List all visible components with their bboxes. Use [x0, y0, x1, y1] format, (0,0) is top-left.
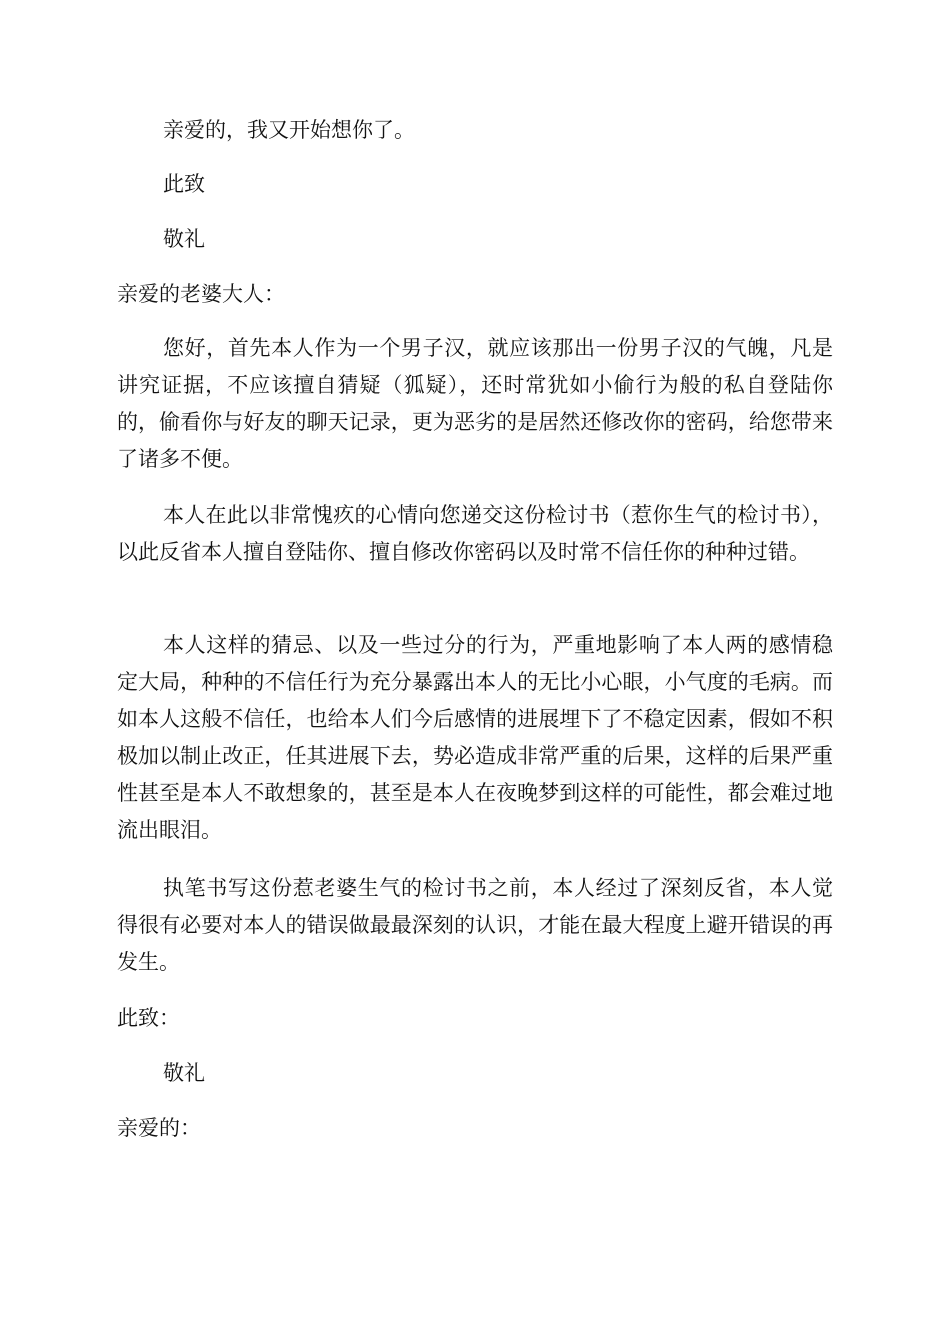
salutation: 敬礼	[163, 1061, 205, 1085]
body-paragraph: 本人在此以非常愧疚的心情向您递交这份检讨书（惹你生气的检讨书），以此反省本人擅自登陆你、擅自修改你密码以及时常不信任你的种种过错。	[117, 503, 833, 564]
closing-phrase: 此致	[163, 172, 205, 196]
salutation: 敬礼	[163, 227, 205, 251]
letter-greeting: 亲爱的：	[117, 1116, 201, 1140]
body-paragraph: 执笔书写这份惹老婆生气的检讨书之前，本人经过了深刻反省，本人觉得很有必要对本人的错误做最最深刻的认识，才能在最大程度上避开错误的再发生。	[117, 876, 833, 974]
closing-phrase: 此致：	[117, 1006, 180, 1030]
opening-line: 亲爱的，我又开始想你了。	[163, 118, 415, 142]
letter-greeting: 亲爱的老婆大人：	[117, 282, 285, 306]
body-paragraph: 本人这样的猜忌、以及一些过分的行为，严重地影响了本人两的感情稳定大局，种种的不信任行为充分暴露出本人的无比小心眼，小气度的毛病。而如本人这般不信任，也给本人们今后感情的进展埋下了不稳定因素，假如不积极加以制止改正，任其进展下去，势必造成非常严重的后果，这样的后果严重性甚至是本人不敢想象的，甚至是本人在夜晚梦到这样的可能性，都会难过地流出眼泪。	[117, 633, 833, 842]
body-paragraph: 您好，首先本人作为一个男子汉，就应该那出一份男子汉的气魄，凡是讲究证据，不应该擅自猜疑（狐疑），还时常犹如小偷行为般的私自登陆你的，偷看你与好友的聊天记录，更为恶劣的是居然还修改你的密码，给您带来了诸多不便。	[117, 336, 833, 471]
